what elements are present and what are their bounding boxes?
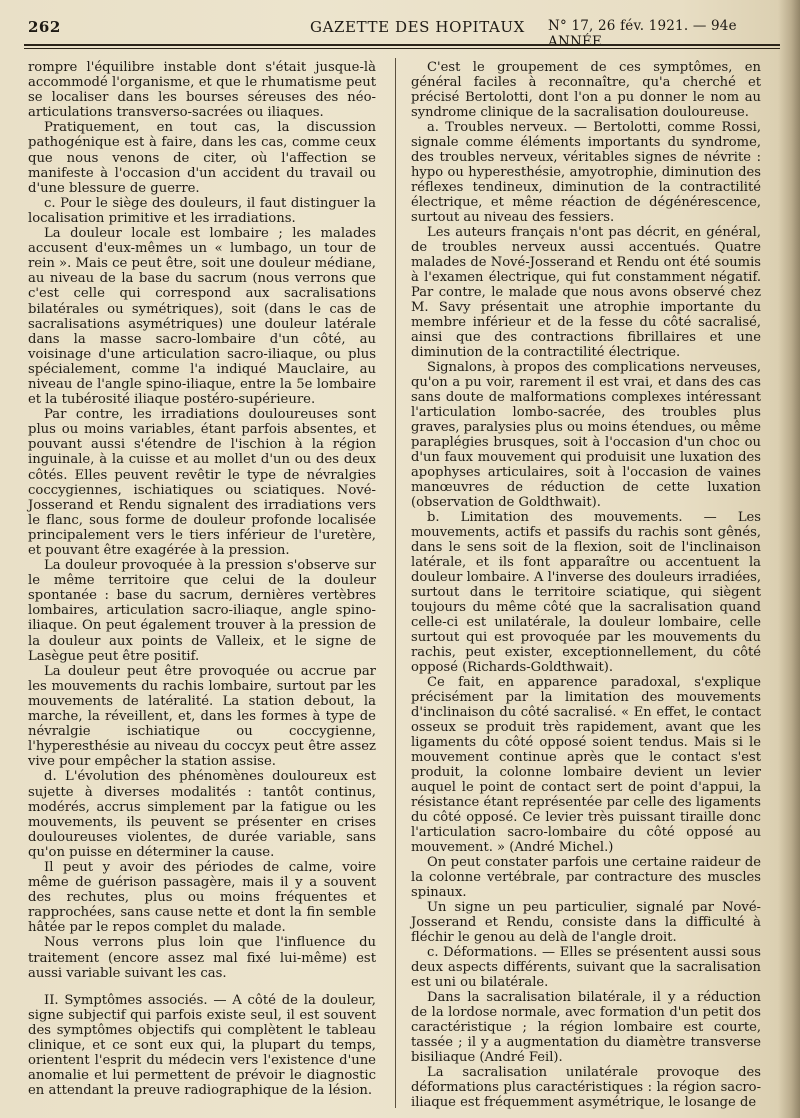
paragraph: c. Pour le siège des douleurs, il faut distinguer la localisation primitive et les irradiations.: [28, 195, 376, 226]
paragraph: b. Limitation des mouvements. — Les mouvements, actifs et passifs du rachis sont gênés, dans le sens soit de la flexion, soit de l'inclinaison latérale, et ils font apparaître ou accentuent la douleur lombaire. A l'inverse des douleurs irradiées, surtout dans le territoire sciatique, qui siègent toujours du même côté que la sacralisation quand celle-ci est unilatérale, la douleur lombaire, celle surtout qui est provoquée par les mouvements du rachis, peut exister, exceptionnellement, du côté opposé (Richards-Goldthwait).: [411, 510, 761, 675]
paragraph: c. Déformations. — Elles se présentent aussi sous deux aspects différents, suivant que la sacralisation est uni ou bilatérale.: [411, 945, 761, 990]
paragraph: Les auteurs français n'ont pas décrit, en général, de troubles nerveux aussi accentués. Quatre malades de Nové-Josserand et Rendu ont été soumis à l'examen électrique, qui fut constamment négatif. Par contre, le malade que nous avons observé chez M. Savy présentait une atrophie importante du membre inférieur et de la fesse du côté sacralisé, ainsi que des contractions fibrillaires et une diminution de la contractilité électrique.: [411, 225, 761, 360]
paragraph: La douleur peut être provoquée ou accrue par les mouvements du rachis lombaire, surtout par les mouvements de latéralité. La station debout, la marche, la réveillent, et, dans les formes à type de névralgie ischiatique ou coccygienne, l'hyperesthésie au niveau du coccyx peut être assez vive pour empêcher la station assise.: [28, 663, 376, 770]
page-edge-shadow: [778, 0, 800, 1118]
right-column: [411, 60, 761, 1110]
paragraph: rompre l'équilibre instable dont s'était jusque-là accommodé l'organisme, et que le rhumatisme peut se localiser dans les bourses séreuses des néo-articulations transverso-sacrées ou iliaques.: [28, 60, 376, 121]
column-divider: [395, 58, 396, 1108]
paragraph: d. L'évolution des phénomènes douloureux est sujette à diverses modalités : tantôt continus, modérés, accrus simplement par la fatigue ou les mouvements, ils peuvent se présenter en crises douloureuses violentes, de durée variable, sans qu'on puisse en déterminer la cause.: [28, 769, 376, 860]
paragraph: Pratiquement, en tout cas, la discussion pathogénique est à faire, dans les cas, comme ceux que nous venons de citer, où l'affection se manifeste à l'occasion d'un accident du travail ou d'une blessure de guerre.: [28, 120, 376, 196]
issue-info: N° 17, 26 fév. 1921. — 94e ANNÉE.: [548, 18, 737, 50]
paragraph: Il peut y avoir des périodes de calme, voire même de guérison passagère, mais il y a souvent des rechutes, plus ou moins fréquentes et rapprochées, sans cause nette et dont la fin semble hâtée par le repos complet du malade.: [28, 859, 376, 936]
paragraph: Par contre, les irradiations douloureuses sont plus ou moins variables, étant parfois absentes, et pouvant aussi s'étendre de l'ischion à la région inguinale, à la cuisse et au mollet d'un ou des deux côtés. Elles peuvent revêtir le type de névralgies coccygiennes, ischiatiques ou sciatiques. Nové-Josserand et Rendu signalent des irradiations vers le flanc, sous forme de douleur profonde localisée principalement vers le tiers inférieur de l'uretère, et pouvant être exagérée à la pression.: [28, 407, 376, 558]
paragraph: La sacralisation unilatérale provoque des déformations plus caractéristiques : la région sacro-iliaque est fréquemment asymétrique, le losange de: [411, 1065, 761, 1110]
header-rule: [24, 44, 780, 49]
paragraph: Signalons, à propos des complications nerveuses, qu'on a pu voir, rarement il est vrai, et dans des cas sans doute de malformations complexes intéressant l'articulation lombo-sacrée, des troubles plus graves, paralysies plus ou moins étendues, ou même paraplégies brusques, soit à l'occasion d'un choc ou d'un faux mouvement qui produisit une luxation des apophyses articulaires, soit à l'occasion de vaines manœuvres de réduction de cette luxation (observation de Goldthwait).: [411, 360, 761, 510]
paragraph: Nous verrons plus loin que l'influence du traitement (encore assez mal fixé lui-même) est aussi variable suivant les cas.: [28, 935, 376, 981]
paragraph: La douleur provoquée à la pression s'observe sur le même territoire que celui de la douleur spontanée : base du sacrum, dernières vertèbres lombaires, articulation sacro-iliaque, angle spino-iliaque. On peut également trouver à la pression de la douleur aux points de Valleix, et le signe de Lasègue peut être positif.: [28, 558, 376, 664]
paragraph: Ce fait, en apparence paradoxal, s'explique précisément par la limitation des mouvements d'inclinaison du côté sacralisé. « En effet, le contact osseux se produit très rapidement, avant que les ligaments du côté opposé soient tendus. Mais si le mouvement continue après que le contact s'est produit, la colonne lombaire devient un levier auquel le point de contact sert de point d'appui, la résistance étant représentée par celle des ligaments du côté opposé. Ce levier très puissant tiraille donc l'articulation sacro-lombaire du côté opposé au mouvement. » (André Michel.): [411, 675, 761, 855]
journal-title: GAZETTE DES HOPITAUX: [310, 18, 525, 36]
paragraph: Dans la sacralisation bilatérale, il y a réduction de la lordose normale, avec formation d'un petit dos caractéristique ; la région lombaire est courte, tassée ; il y a augmentation du diamètre transverse bisiliaque (André Feil).: [411, 990, 761, 1065]
paragraph: C'est le groupement de ces symptômes, en général faciles à reconnaître, qu'a cherché et précisé Bertolotti, dont l'on a pu donner le nom au syndrome clinique de la sacralisation douloureuse.: [411, 60, 761, 120]
left-column: [28, 60, 376, 1098]
paragraph: La douleur locale est lombaire ; les malades accusent d'eux-mêmes un « lumbago, un tour de rein ». Mais ce peut être, soit une douleur médiane, au niveau de la base du sacrum (nous verrons que c'est celle qui correspond aux sacralisations bilatérales ou symétriques), soit (dans le cas de sacralisations asymétriques) une douleur latérale dans la masse sacro-lombaire d'un côté, au voisinage d'une articulation sacro-iliaque, ou plus spécialement, comme l'a indiqué Mauclaire, au niveau de l'angle spino-iliaque, entre la 5e lombaire et la tubérosité iliaque postéro-supérieure.: [28, 226, 376, 408]
page-header: [0, 0, 782, 50]
paragraph: On peut constater parfois une certaine raideur de la colonne vertébrale, par contracture des muscles spinaux.: [411, 855, 761, 900]
section-heading-paragraph: II. Symptômes associés. — A côté de la douleur, signe subjectif qui parfois existe seul, il est souvent des symptômes objectifs qui complètent le tableau clinique, et ce sont eux qui, la plupart du temps, orientent l'esprit du médecin vers l'existence d'une anomalie et lui permettent de prévoir le diagnostic en attendant la preuve radiographique de la lésion.: [28, 992, 376, 1099]
paragraph: a. Troubles nerveux. — Bertolotti, comme Rossi, signale comme éléments importants du syndrome, des troubles nerveux, véritables signes de névrite : hypo ou hyperesthésie, amyotrophie, diminution des réflexes tendineux, diminution de la contractilité électrique, et même réaction de dégénérescence, surtout au niveau des fessiers.: [411, 120, 761, 225]
paragraph: Un signe un peu particulier, signalé par Nové-Josserand et Rendu, consiste dans la difficulté à fléchir le genou au delà de l'angle droit.: [411, 900, 761, 945]
page-number: 262: [28, 18, 61, 36]
